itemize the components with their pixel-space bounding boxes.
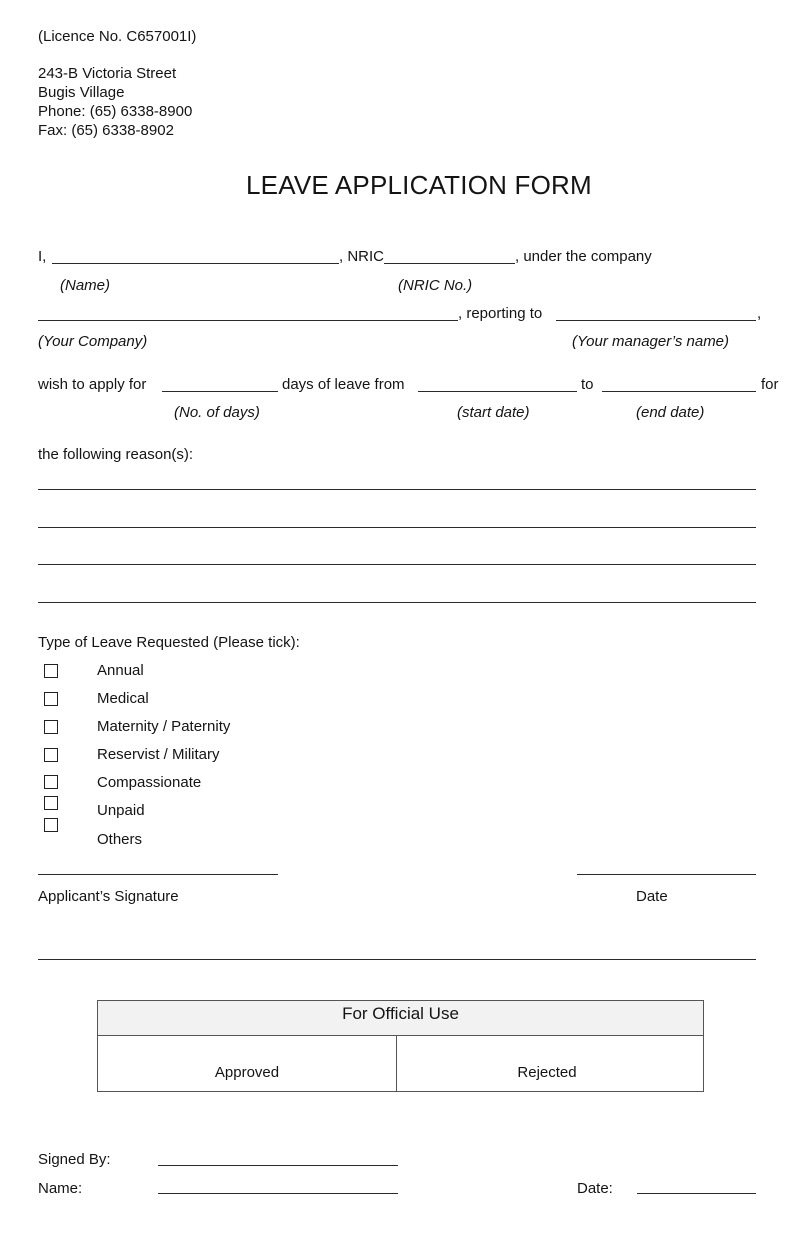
reason-line-2[interactable] [38, 527, 756, 528]
hint-nric: (NRIC No.) [398, 277, 473, 294]
checkbox-reservist-military[interactable] [44, 748, 58, 762]
address-line-2: Bugis Village [38, 84, 125, 101]
label-to: to [581, 376, 594, 393]
reason-line-4[interactable] [38, 602, 756, 603]
reason-line-3[interactable] [38, 564, 756, 565]
name-line-field[interactable] [158, 1193, 398, 1194]
manager-field[interactable] [556, 320, 756, 321]
hint-name: (Name) [60, 277, 111, 294]
hint-end-date: (end date) [636, 404, 705, 421]
form-title: LEAVE APPLICATION FORM [246, 170, 592, 200]
option-annual: Annual [97, 662, 144, 679]
section-divider [38, 959, 756, 960]
label-i: I, [38, 248, 47, 265]
reason-line-1[interactable] [38, 489, 756, 490]
option-medical: Medical [97, 690, 149, 707]
label-days-of-leave: days of leave from [282, 376, 405, 393]
hint-company: (Your Company) [38, 333, 148, 350]
name-field[interactable] [52, 263, 339, 264]
checkbox-unpaid[interactable] [44, 796, 58, 810]
signed-by-label: Signed By: [38, 1151, 111, 1168]
reasons-label: the following reason(s): [38, 446, 194, 463]
label-comma: , [757, 305, 762, 322]
address-line-1: 243-B Victoria Street [38, 65, 177, 82]
signature-date-label: Date [636, 888, 668, 905]
days-field[interactable] [162, 391, 278, 392]
hint-start-date: (start date) [457, 404, 530, 421]
company-field[interactable] [38, 320, 458, 321]
label-for: for [761, 376, 779, 393]
option-unpaid: Unpaid [97, 802, 145, 819]
licence-number: (Licence No. C657001I) [38, 28, 197, 45]
applicant-signature-label: Applicant’s Signature [38, 888, 179, 905]
end-date-field[interactable] [602, 391, 756, 392]
fax-number: Fax: (65) 6338-8902 [38, 122, 174, 139]
official-use-title: For Official Use [98, 1001, 703, 1036]
option-maternity-paternity: Maternity / Paternity [97, 718, 231, 735]
label-reporting-to: , reporting to [458, 305, 543, 322]
hint-manager: (Your manager’s name) [572, 333, 730, 350]
checkbox-compassionate[interactable] [44, 775, 58, 789]
phone-number: Phone: (65) 6338-8900 [38, 103, 193, 120]
footer-date-label: Date: [577, 1180, 613, 1197]
nric-field[interactable] [384, 263, 515, 264]
official-use-divider [396, 1036, 397, 1091]
label-wish-to-apply: wish to apply for [38, 376, 147, 393]
hint-days: (No. of days) [174, 404, 260, 421]
label-under-company: , under the company [515, 248, 652, 265]
option-reservist-military: Reservist / Military [97, 746, 220, 763]
name-label: Name: [38, 1180, 83, 1197]
signed-by-field[interactable] [158, 1165, 398, 1166]
checkbox-maternity-paternity[interactable] [44, 720, 58, 734]
rejected-cell[interactable]: Rejected [517, 1064, 577, 1081]
option-compassionate: Compassionate [97, 774, 202, 791]
approved-cell[interactable]: Approved [214, 1064, 280, 1081]
applicant-signature-line[interactable] [38, 874, 278, 875]
leave-type-heading: Type of Leave Requested (Please tick): [38, 634, 300, 651]
checkbox-annual[interactable] [44, 664, 58, 678]
checkbox-medical[interactable] [44, 692, 58, 706]
official-use-box [97, 1000, 704, 1092]
footer-date-field[interactable] [637, 1193, 756, 1194]
start-date-field[interactable] [418, 391, 577, 392]
label-nric: , NRIC [339, 248, 384, 265]
checkbox-others[interactable] [44, 818, 58, 832]
signature-date-line[interactable] [577, 874, 756, 875]
option-others: Others [97, 831, 143, 848]
